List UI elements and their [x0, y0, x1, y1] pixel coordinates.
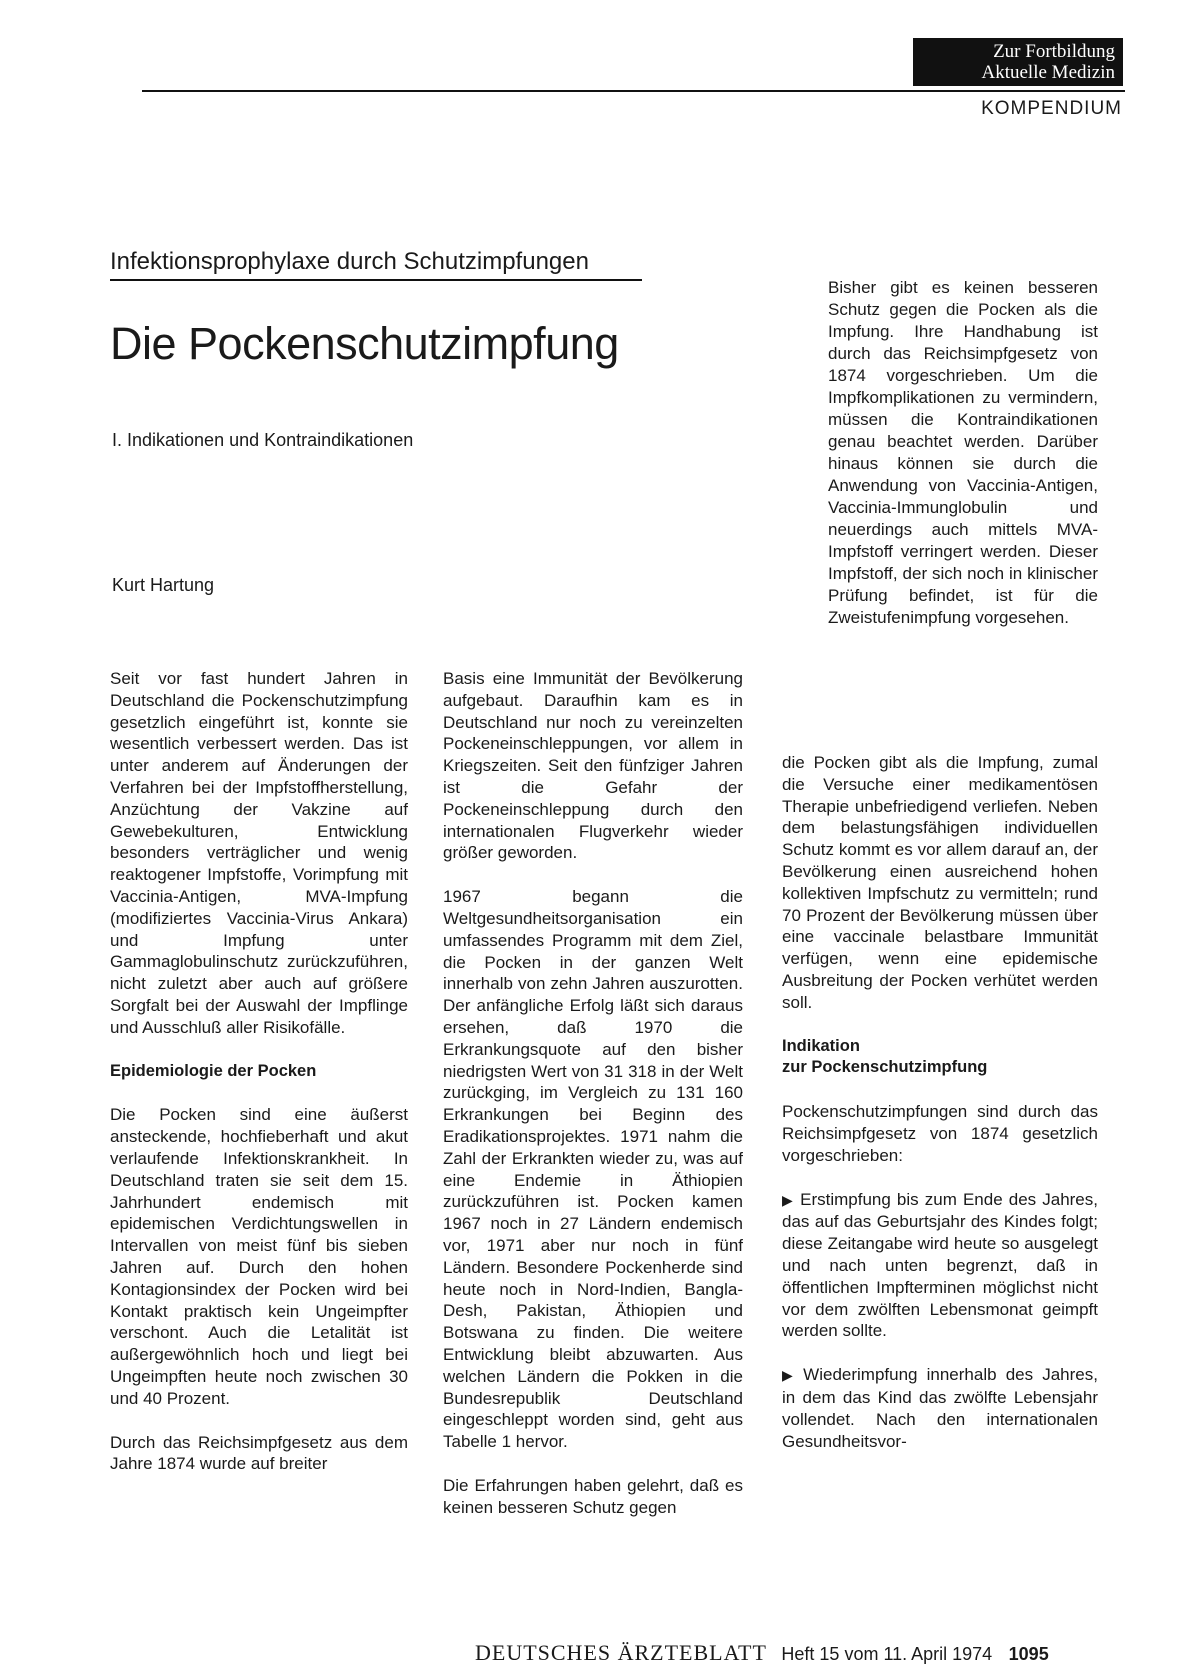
section-label: KOMPENDIUM: [981, 98, 1122, 119]
article-author: Kurt Hartung: [112, 575, 215, 595]
page-footer: [475, 1640, 1125, 1666]
bullet-item: [782, 1364, 1098, 1452]
paragraph: Pockenschutzimpfungen sind durch das Reichsimpfgesetz von 1874 gesetzlich vorgeschrieben:: [782, 1102, 1098, 1165]
column-2: [443, 668, 743, 1540]
triangle-icon: ▶: [782, 1367, 798, 1384]
heading-line-1: Indikation: [782, 1036, 860, 1055]
paragraph: 1967 begann die Weltgesundheitsorganisation ein umfassendes Programm mit dem Ziel, die Pocken in der ganzen Welt innerhalb von zehn Jahren auszurotten. Der anfängliche Erfolg läßt sich daraus ersehen, daß 1970 die Erkrankungsquote auf den bisher niedrigsten Wert von 31 318 in der Welt zurückging, im Vergleich zu 131 160 Erkrankungen bei Beginn des Eradikationsprojektes. 1971 nahm die Zahl der Erkrankten wieder zu, was auf eine Endemie in Äthiopien zurückzuführen ist. Pocken kamen 1967 noch in 27 Ländern endemisch vor, 1971 aber nur noch in fünf Ländern. Besondere Pockenherde sind heute noch in Nord-Indien, Bangla-Desh, Pakistan, Äthiopien und Botswana zu finden. Die weitere Entwicklung bleibt abzuwarten. Aus welchen Ländern die Pokken in die Bundesrepublik Deutschland eingeschleppt worden sind, geht aus Tabelle 1 hervor.: [443, 887, 743, 1452]
bullet-text: Erstimpfung bis zum Ende des Jahres, das auf das Geburtsjahr des Kindes folgt; diese Zeitangabe wird heute so ausgelegt und nach unten begrenzt, daß in öffentlichen Impfterminen möglichst nicht vor dem zwölften Lebensmonat geimpft werden sollte.: [782, 1189, 1098, 1341]
paragraph: Die Erfahrungen haben gelehrt, daß es keinen besseren Schutz gegen: [443, 1475, 743, 1517]
article-lead: Bisher gibt es keinen besseren Schutz gegen die Pocken als die Impfung. Ihre Handhabung ist durch das Reichsimpfgesetz von 1874 vorgeschrieben. Um die Impfkomplikationen zu vermindern, müssen die Kontraindikationen genau beachtet werden. Darüber hinaus können sie durch die Anwendung von Vaccinia-Antigen, Vaccinia-Immunglobulin und neuerdings auch mittels MVA-Impfstoff verringert werden. Dieser Impfstoff, der sich noch in klinischer Prüfung befindet, ist für die Zweistufenimpfung vorgesehen.: [828, 278, 1098, 627]
paragraph: Seit vor fast hundert Jahren in Deutschland die Pockenschutzimpfung gesetzlich eingeführt ist, konnte sie wesentlich verbessert werden. Das ist unter anderem auf Änderungen der Verfahren bei der Impfstoffherstellung, Anzüchtung der Vakzine auf Gewebekulturen, Entwicklung besonders verträglicher und wenig reaktogener Impfstoffe, Vorimpfung mit Vaccinia-Antigen, MVA-Impfung (modifiziertes Vaccinia-Virus Ankara) und Impfung unter Gammaglobulinschutz zurückzuführen, nicht zuletzt aber auch auf größere Sorgfalt bei der Auswahl der Impflinge und Ausschluß aller Risikofälle.: [110, 669, 408, 1037]
page-number: 1095: [1008, 1644, 1049, 1664]
bullet-item: [782, 1189, 1098, 1343]
issue-info: Heft 15 vom 11. April 1974: [781, 1644, 993, 1664]
article-kicker: Infektionsprophylaxe durch Schutzimpfungen: [110, 248, 589, 275]
section-heading: Epidemiologie der Pocken: [110, 1061, 317, 1080]
column-1: [110, 668, 408, 1497]
heading-line-2: zur Pockenschutzimpfung: [782, 1058, 988, 1077]
kicker-rule: [110, 279, 642, 281]
badge-line-1: Zur Fortbildung: [993, 41, 1115, 62]
triangle-icon: ▶: [782, 1191, 795, 1208]
header-rule: [142, 90, 1125, 92]
section-badge: [913, 38, 1123, 86]
badge-line-2: Aktuelle Medizin: [981, 62, 1115, 83]
paragraph: Durch das Reichsimpfgesetz aus dem Jahre 1874 wurde auf breiter: [110, 1432, 408, 1474]
column-3: [782, 752, 1098, 1474]
paragraph: Basis eine Immunität der Bevölkerung aufgebaut. Daraufhin kam es in Deutschland nur noch zu vereinzelten Pockeneinschleppungen, vor allem in Kriegszeiten. Seit den fünfziger Jahren ist die Gefahr der Pockeneinschleppung durch den internationalen Flugverkehr wieder größer geworden.: [443, 669, 743, 863]
paragraph: die Pocken gibt als die Impfung, zumal die Versuche einer medikamentösen Therapie unbefriedigend verliefen. Neben dem belastungsfähigen individuellen Schutz kommt es vor allem darauf an, der Bevölkerung einen ausreichend hohen kollektiven Impfschutz zu vermitteln; rund 70 Prozent der Bevölkerung müssen über eine vaccinale belastbare Immunität verfügen, wenn eine epidemische Ausbreitung der Pocken verhütet werden soll.: [782, 753, 1098, 1012]
journal-name: DEUTSCHES ÄRZTEBLATT: [475, 1640, 767, 1665]
section-heading: [782, 1036, 1098, 1080]
paragraph: Die Pocken sind eine äußerst ansteckende, hochfieberhaft und akut verlaufende Infektionskrankheit. In Deutschland traten sie seit dem 15. Jahrhundert endemisch mit epidemischen Verdichtungswellen in Intervallen von meist fünf bis sieben Jahren auf. Durch den hohen Kontagionsindex der Pocken wird bei Kontakt praktisch kein Ungeimpfter verschont. Auch die Letalität ist außergewöhnlich hoch und liegt bei Ungeimpften heute noch zwischen 30 und 40 Prozent.: [110, 1105, 408, 1408]
bullet-text: Wiederimpfung innerhalb des Jahres, in dem das Kind das zwölfte Lebensjahr vollendet. Nach den internationalen Gesundheitsvor-: [782, 1365, 1098, 1451]
article-subtitle: I. Indikationen und Kontraindikationen: [112, 430, 414, 450]
article-title: Die Pockenschutzimpfung: [110, 318, 619, 369]
